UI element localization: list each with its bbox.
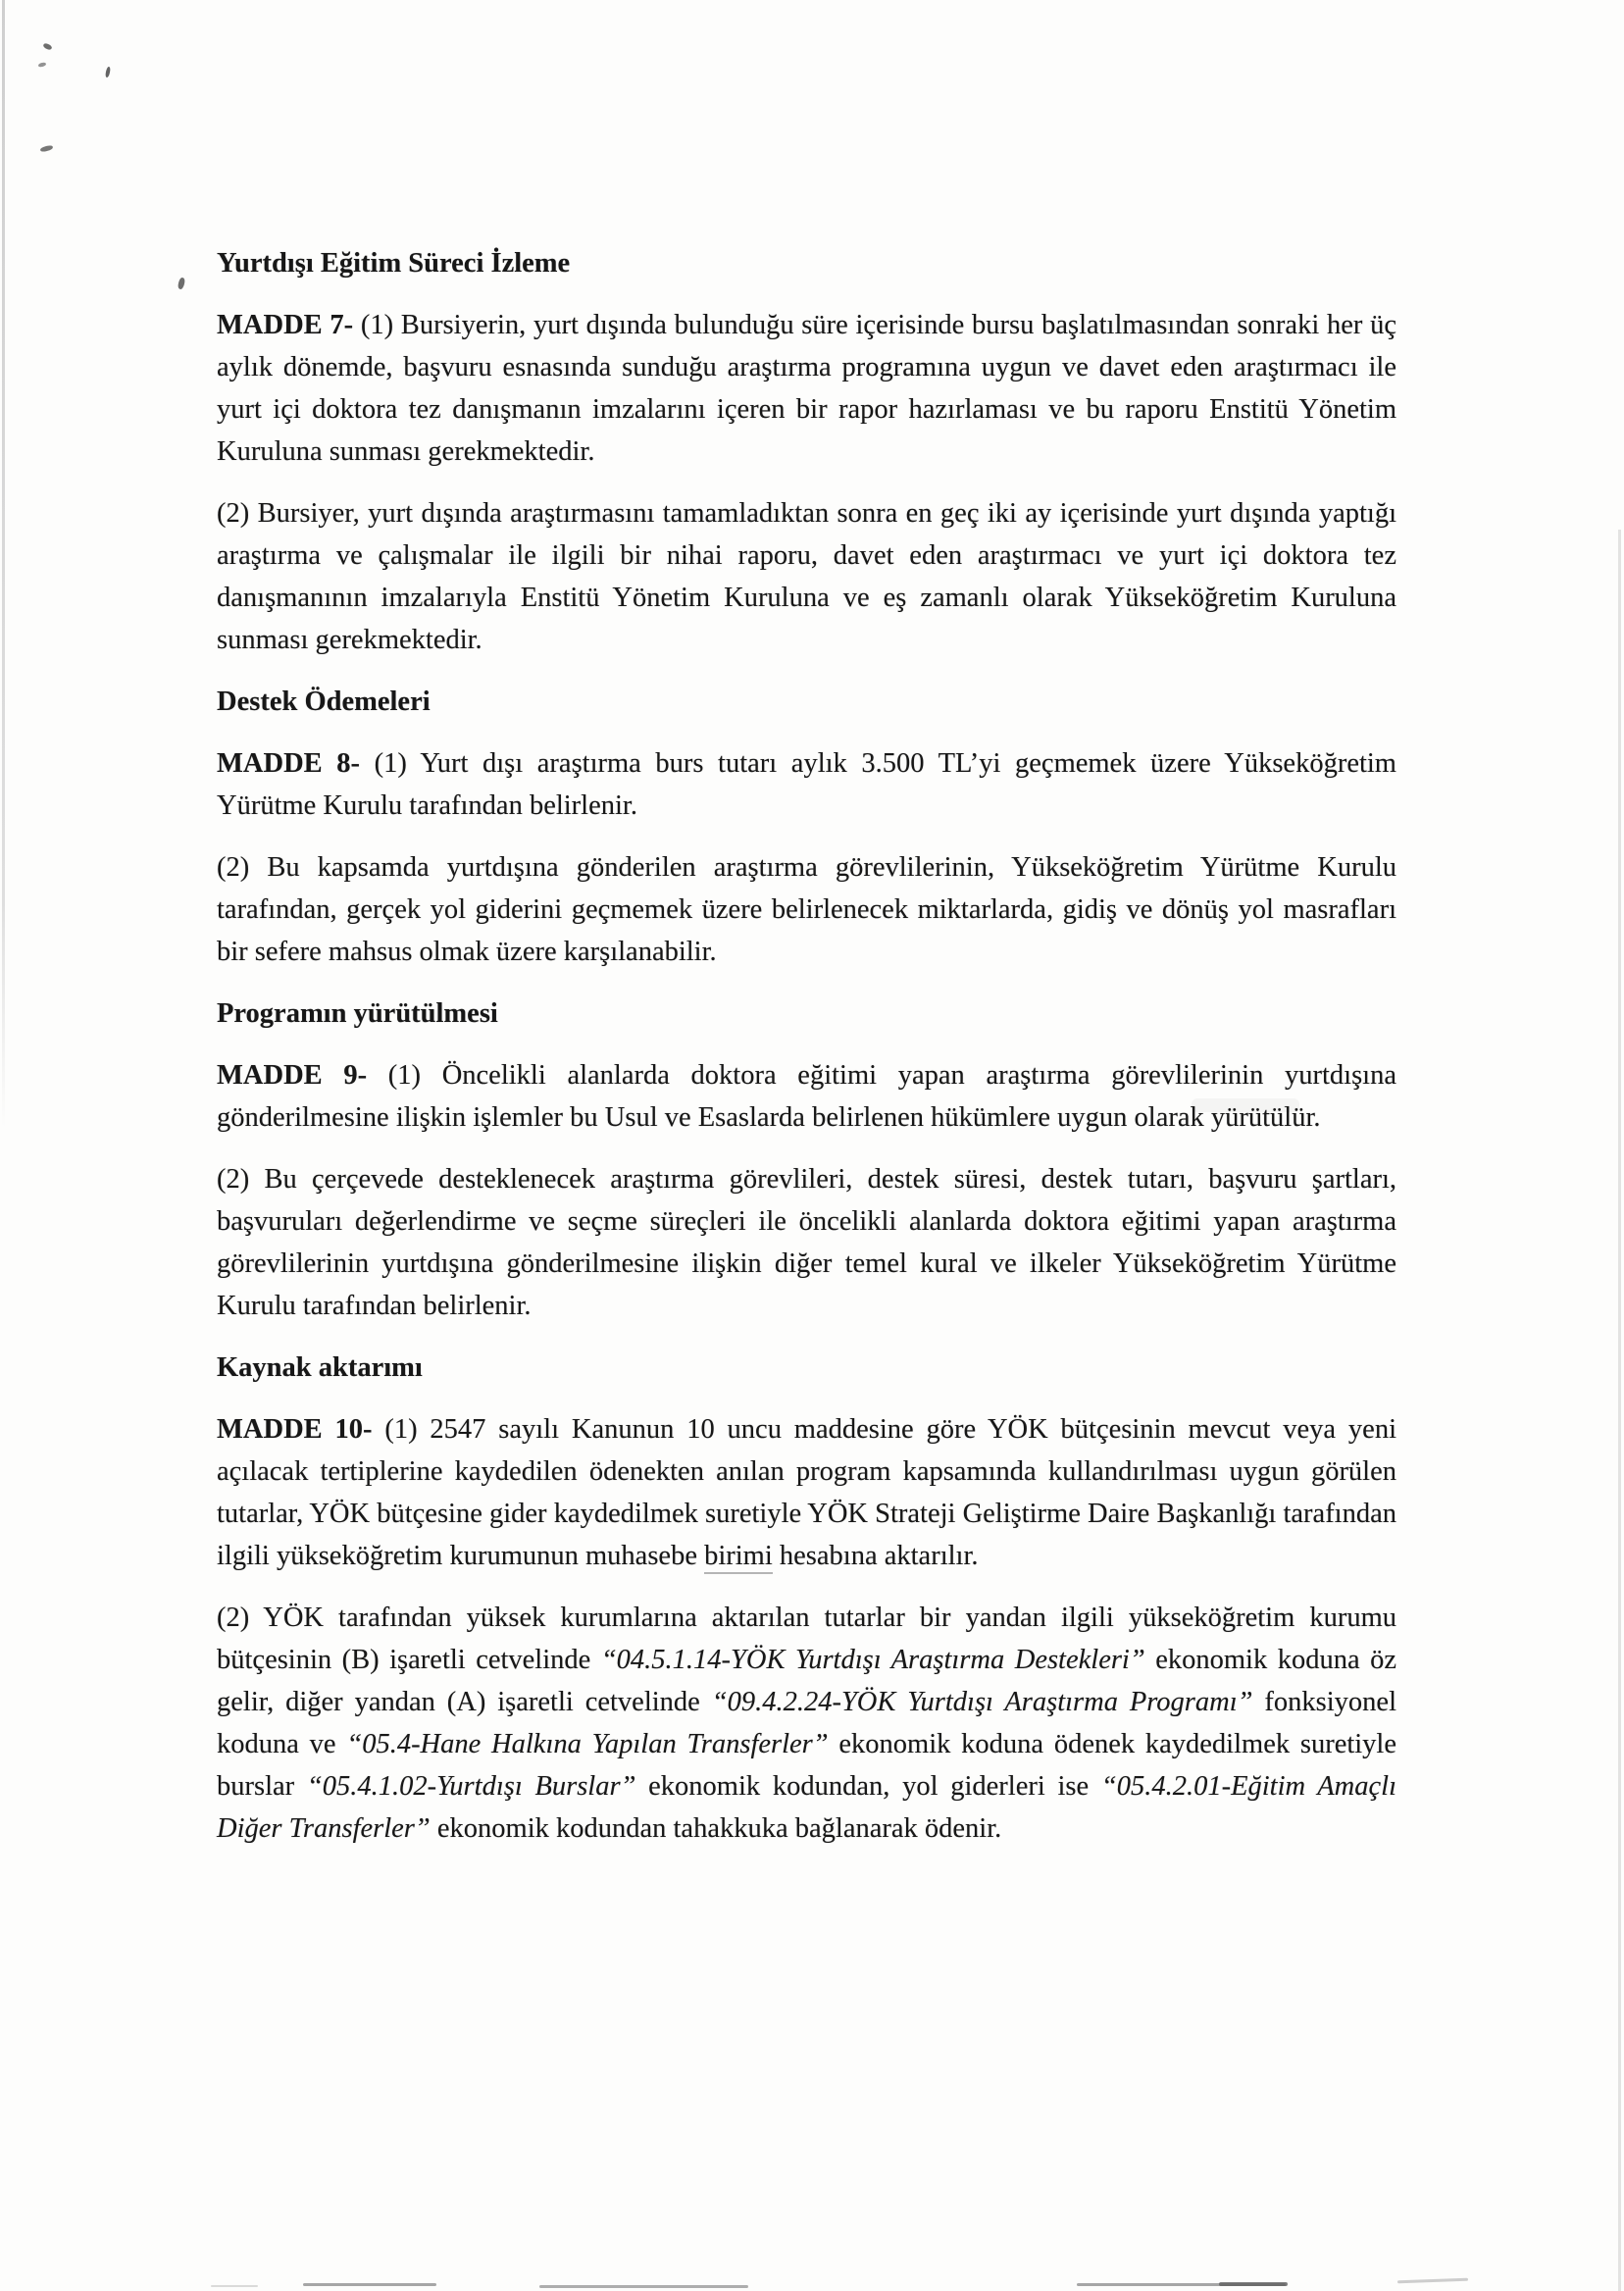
- scan-bottom-smudge: [1397, 2278, 1468, 2284]
- scan-left-edge-line: [2, 0, 5, 1128]
- section-heading-izleme: Yurtdışı Eğitim Süreci İzleme: [217, 248, 571, 279]
- madde-10-label: MADDE 10-: [217, 1414, 373, 1445]
- scan-bottom-smudge: [211, 2285, 258, 2287]
- madde-7-clause-2: (2) Bursiyer, yurt dışında araştırmasını tamamladıktan sonra en geç iki ay içerisinde yurt dışında yaptığı araştırma ve çalışmalar ile ilgili bir nihai raporu, davet eden araştırmacı ve yurt içi doktora tez danışmanının imzalarıyla Enstitü Yönetim Kuruluna ve eş zamanlı olarak Yükseköğretim Kuruluna sunması gerekmektedir.: [217, 498, 1396, 655]
- budget-code-egitim-amacli-diger-transferler: “05.4.2.01-Eğitim Amaçlı Diğer Transferler”: [217, 1771, 1396, 1844]
- madde-7-clause-1-text: (1) Bursiyerin, yurt dışında bulunduğu süre içerisinde bursu başlatılmasından sonraki her üç aylık dönemde, başvuru esnasında sunduğu araştırma programına uygun ve davet eden araştırmacı ile yurt içi doktora tez danışmanın imzalarını içeren bir rapor hazırlaması ve bu raporu Enstitü Yönetim Kuruluna sunması gerekmektedir.: [217, 310, 1396, 467]
- budget-code-yurtdisi-arastirma-destekleri: “04.5.1.14-YÖK Yurtdışı Araştırma Destekleri”: [600, 1645, 1145, 1675]
- scan-right-edge-line: [1618, 530, 1621, 2291]
- scan-bottom-smudge: [1077, 2283, 1286, 2286]
- madde-10-clause-2-run-1: (2) YÖK tarafından yüksek kurumlarına aktarılan tutarlar bir yandan ilgili yükseköğretim kurumu bütçesinin (B) işaretli cetvelinde: [217, 1603, 1396, 1675]
- madde-10-clause-2-run-7: ekonomik koduna ödenek kaydedilmek suretiyle burslar: [217, 1729, 1396, 1802]
- madde-9-clause-1-text: (1) Öncelikli alanlarda doktora eğitimi yapan araştırma görevlilerinin yurtdışına gönderilmesine ilişkin işlemler bu Usul ve Esaslarda belirlenen hükümlere uygun olarak yürütülür.: [217, 1060, 1396, 1133]
- madde-10-clause-2-run-5: fonksiyonel koduna ve: [217, 1687, 1396, 1759]
- budget-code-yok-yurtdisi-arastirma-programi: “09.4.2.24-YÖK Yurtdışı Araştırma Programı”: [711, 1687, 1253, 1717]
- madde-8-clause-1: [217, 742, 1396, 827]
- madde-9-clause-1: [217, 1054, 1396, 1139]
- madde-10-clause-2: [217, 1597, 1396, 1850]
- section-heading-kaynak: Kaynak aktarımı: [217, 1352, 423, 1383]
- section-heading-program: Programın yürütülmesi: [217, 998, 498, 1029]
- madde-10-clause-2-run-11: ekonomik kodundan tahakkuka bağlanarak ödenir.: [430, 1813, 1002, 1844]
- madde-10-clause-1: [217, 1408, 1396, 1577]
- scan-speck: [38, 62, 47, 68]
- scan-bottom-smudge: [303, 2283, 436, 2286]
- madde-8-clause-1-text: (1) Yurt dışı araştırma burs tutarı aylık 3.500 TL’yi geçmemek üzere Yükseköğretim Yürütme Kurulu tarafından belirlenir.: [217, 748, 1396, 821]
- budget-code-hane-halkina-yapilan-transferler: “05.4-Hane Halkına Yapılan Transferler”: [346, 1729, 829, 1759]
- madde-9-label: MADDE 9-: [217, 1060, 368, 1091]
- section-heading-destek: Destek Ödemeleri: [217, 687, 431, 717]
- madde-10-clause-2-run-9: ekonomik kodundan, yol giderleri ise: [635, 1771, 1101, 1802]
- madde-7-clause-1: [217, 304, 1396, 473]
- madde-10-clause-1-text-a: (1) 2547 sayılı Kanunun 10 uncu maddesine göre YÖK bütçesinin mevcut veya yeni açılacak tertiplerine kaydedilen ödenekten anılan program kapsamında kullandırılması uygun görülen tutarlar, YÖK bütçesine gider kaydedilmek suretiyle YÖK Strateji Geliştirme Daire Başkanlığı tarafından ilgili yükseköğretim kurumunun muhasebe: [217, 1414, 1396, 1571]
- budget-code-yurtdisi-burslar: “05.4.1.02-Yurtdışı Burslar”: [306, 1771, 636, 1802]
- document-text-column: [217, 242, 1396, 1850]
- scan-speck: [178, 277, 186, 289]
- madde-8-label: MADDE 8-: [217, 748, 360, 779]
- scan-bottom-smudge: [539, 2285, 748, 2288]
- scan-speck: [105, 67, 111, 78]
- scan-speck: [42, 42, 52, 50]
- madde-8-clause-2: (2) Bu kapsamda yurtdışına gönderilen araştırma görevlilerinin, Yükseköğretim Yürütme Kurulu tarafından, gerçek yol giderini geçmemek üzere belirlenecek miktarlarda, gidiş ve dönüş yol masrafları bir sefere mahsus olmak üzere karşılanabilir.: [217, 852, 1396, 967]
- madde-10-word-birimi-underlined: birimi: [704, 1541, 773, 1574]
- scan-bottom-smudge: [1219, 2282, 1288, 2286]
- madde-10-clause-1-text-c: hesabına aktarılır.: [772, 1541, 979, 1571]
- scan-speck: [40, 145, 54, 153]
- madde-7-label: MADDE 7-: [217, 310, 354, 340]
- madde-9-clause-2: (2) Bu çerçevede desteklenecek araştırma görevlileri, destek süresi, destek tutarı, başvuru şartları, başvuruları değerlendirme ve seçme süreçleri ile öncelikli alanlarda doktora eğitimi yapan araştırma görevlilerinin yurtdışına gönderilmesine ilişkin diğer temel kural ve ilkeler Yükseköğretim Yürütme Kurulu tarafından belirlenir.: [217, 1164, 1396, 1321]
- madde-10-clause-2-run-3: ekonomik koduna öz gelir, diğer yandan (A) işaretli cetvelinde: [217, 1645, 1396, 1717]
